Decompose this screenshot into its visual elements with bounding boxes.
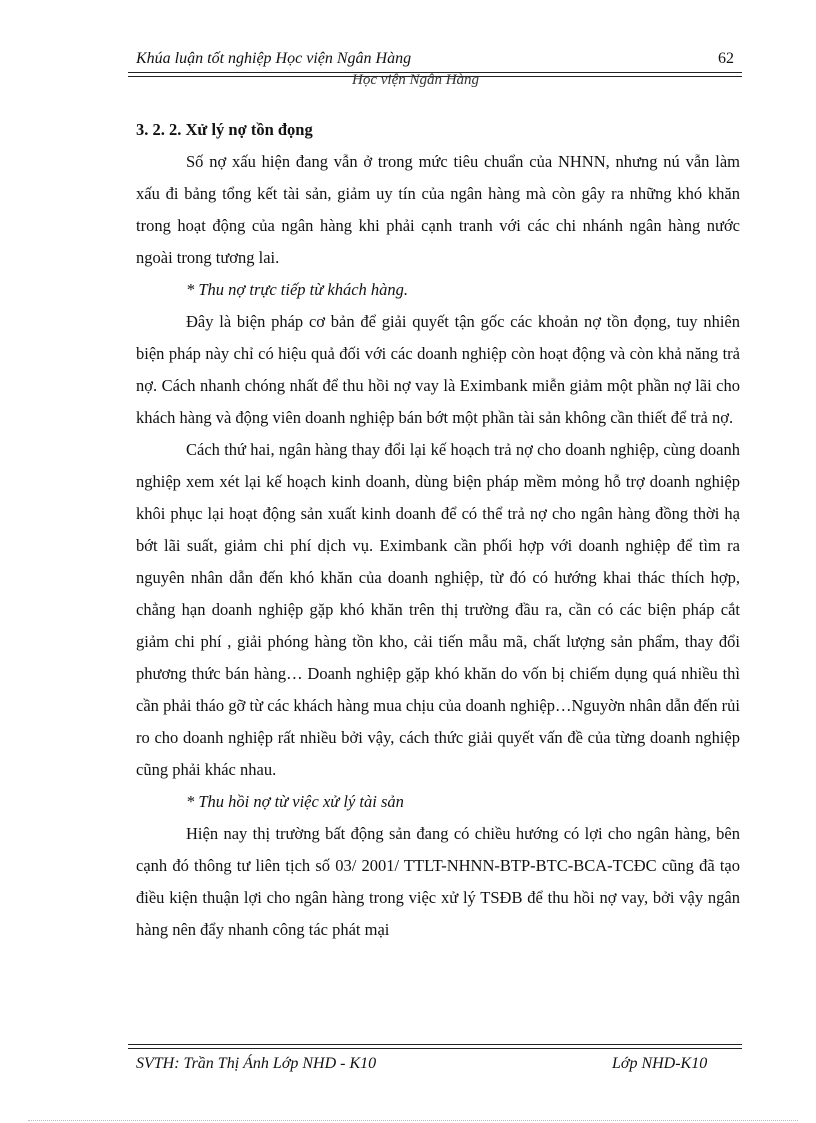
subheading-2: * Thu hồi nợ từ việc xử lý tài sản xyxy=(186,792,404,811)
footer-rule-bottom xyxy=(128,1048,742,1049)
paragraph-3: Cách thứ hai, ngân hàng thay đổi lại kế hoạch trả nợ cho doanh nghiệp, cùng doanh nghiệp xem xét lại kế hoạch kinh doanh, dùng biện pháp mềm mỏng hỗ trợ doanh nghiệp khôi phục lại hoạt động sản xuất kinh doanh để có thể trả nợ cho ngân hàng đồng thời hạ bớt lãi suất, giảm chi phí dịch vụ. Eximbank cần phối hợp với doanh nghiệp để tìm ra nguyên nhân dẫn đến khó khăn của doanh nghiệp, từ đó có hướng khai thác thích hợp, chẳng hạn doanh nghiệp gặp khó khăn trên thị trường đầu ra, cần có các biện pháp cắt giảm chi phí , giải phóng hàng tồn kho, cải tiến mẫu mã, chất lượng sản phẩm, thay đổi phương thức bán hàng… Doanh nghiệp gặp khó khăn do vốn bị chiếm dụng quá nhiều thì cần phải tháo gỡ từ các khách hàng mua chịu của doanh nghiệp…Nguyờn nhân dẫn đến rủi ro cho doanh nghiệp rất nhiều bởi vậy, cách thức giải quyết vấn đề của từng doanh nghiệp cũng phải khác nhau. xyxy=(136,440,740,779)
page-edge-dots xyxy=(28,1120,798,1121)
paragraph-1: Số nợ xấu hiện đang vẫn ở trong mức tiêu chuẩn của NHNN, nhưng nú vẫn làm xấu đi bảng tổng kết tài sản, giảm uy tín của ngân hàng mà còn gây ra những khó khăn trong hoạt động của ngân hàng khi phải cạnh tranh với các chi nhánh ngân hàng nước ngoài trong tương lai. xyxy=(136,152,740,267)
subheading-1: * Thu nợ trực tiếp từ khách hàng. xyxy=(186,280,409,299)
header-subtitle: Học viện Ngân Hàng xyxy=(352,72,480,88)
page-number: 62 xyxy=(718,50,734,67)
paragraph-4: Hiện nay thị trường bất động sản đang có chiều hướng có lợi cho ngân hàng, bên cạnh đó thông tư liên tịch số 03/ 2001/ TTLT-NHNN-BTP-BTC-BCA-TCĐC cũng đã tạo điều kiện thuận lợi cho ngân hàng trong việc xử lý TSĐB để thu hồi nợ vay, bởi vậy ngân hàng nên đẩy nhanh công tác phát mại xyxy=(136,824,740,939)
page-body xyxy=(136,114,740,946)
footer-author: SVTH: Trần Thị Ánh Lớp NHD - K10 xyxy=(136,1055,377,1072)
footer-class: Lớp NHD-K10 xyxy=(612,1055,708,1072)
footer-rule-top xyxy=(128,1044,742,1045)
paragraph-2: Đây là biện pháp cơ bản để giải quyết tận gốc các khoản nợ tồn đọng, tuy nhiên biện pháp này chỉ có hiệu quả đối với các doanh nghiệp còn hoạt động và còn khả năng trả nợ. Cách nhanh chóng nhất để thu hồi nợ vay là Eximbank miễn giảm một phần nợ lãi cho khách hàng và động viên doanh nghiệp bán bớt một phần tài sản không cần thiết để trả nợ. xyxy=(136,312,740,427)
header-title: Khúa luận tốt nghiệp Học viện Ngân Hàng xyxy=(136,50,412,67)
section-heading: 3. 2. 2. Xử lý nợ tồn đọng xyxy=(136,120,313,139)
